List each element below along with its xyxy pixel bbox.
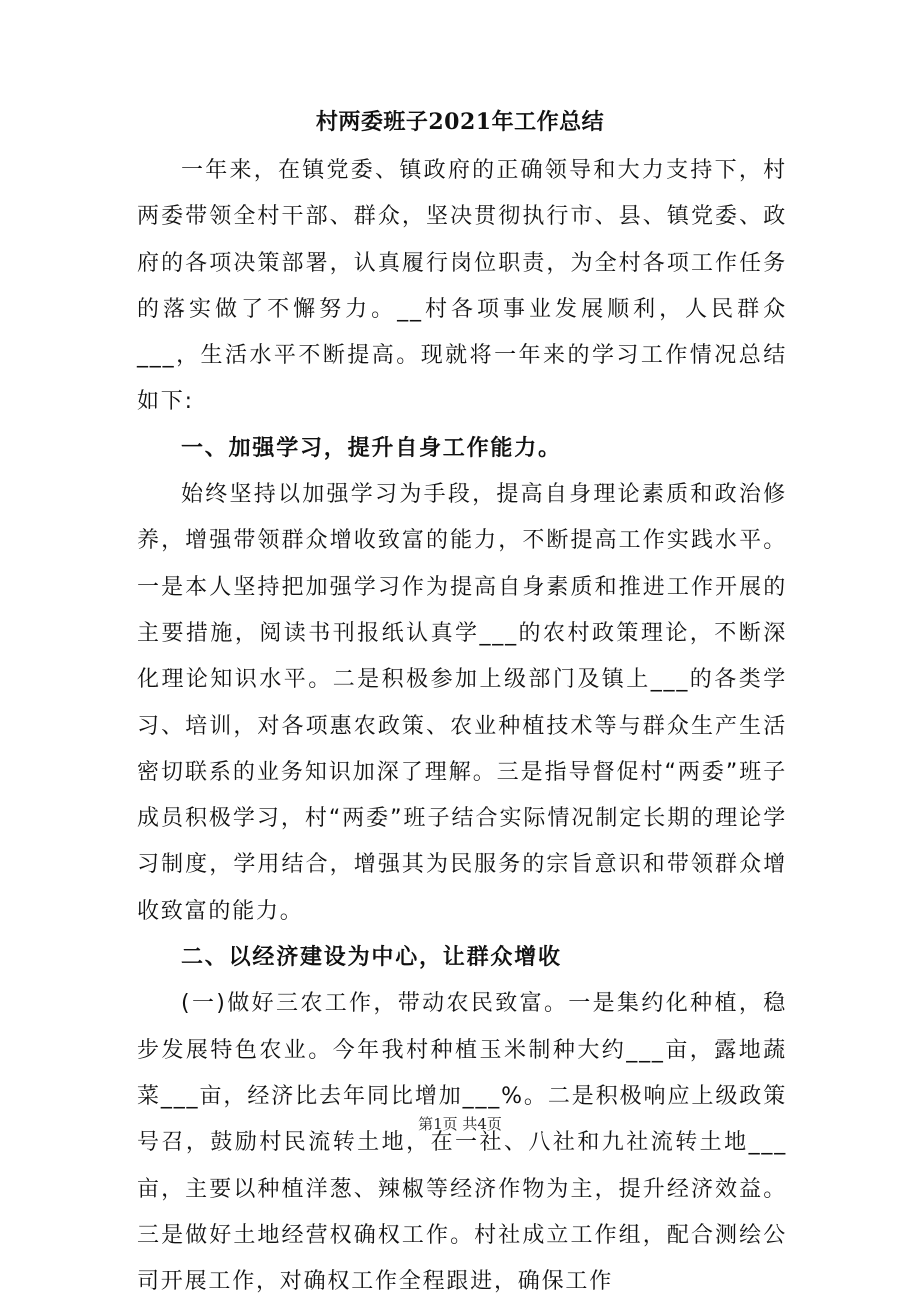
body-paragraph: 一年来，在镇党委、镇政府的正确领导和大力支持下，村两委带领全村干部、群众，坚决贯彻执行市、县、镇党委、政府的各项决策部署，认真履行岗位职责，为全村各项工作任务的落实做了不懈努力。__村各项事业发展顺利，人民群众___，生活水平不断提高。现就将一年来的学习工作情况总结如下: (137, 158, 787, 415)
page-footer: 第1页 共4页 (418, 1115, 502, 1133)
section-heading: 一、加强学习，提升自身工作能力。 (181, 435, 562, 461)
section-heading: 二、以经济建设为中心，让群众增收 (181, 945, 562, 971)
body-paragraph: (一)做好三农工作，带动农民致富。一是集约化种植，稳步发展特色农业。今年我村种植玉米制种大约___亩，露地蔬菜___亩，经济比去年同比增加___%。二是积极响应上级政策号召，鼓励村民流转土地，在一社、八社和九社流转土地___亩，主要以种植洋葱、辣椒等经济作物为主，提升经济效益。三是做好土地经营权确权工作。村社成立工作组，配合测绘公司开展工作，对确权工作全程跟进，确保工作 (137, 991, 787, 1295)
document-title: 村两委班子2021年工作总结 (315, 109, 605, 135)
body-paragraph: 始终坚持以加强学习为手段，提高自身理论素质和政治修养，增强带领群众增收致富的能力，不断提高工作实践水平。一是本人坚持把加强学习作为提高自身素质和推进工作开展的主要措施，阅读书刊报纸认真学___的农村政策理论，不断深化理论知识水平。二是积极参加上级部门及镇上___的各类学习、培训，对各项惠农政策、农业种植技术等与群众生产生活密切联系的业务知识加深了理解。三是指导督促村“两委”班子成员积极学习，村“两委”班子结合实际情况制定长期的理论学习制度，学用结合，增强其为民服务的宗旨意识和带领群众增收致富的能力。 (137, 482, 787, 924)
